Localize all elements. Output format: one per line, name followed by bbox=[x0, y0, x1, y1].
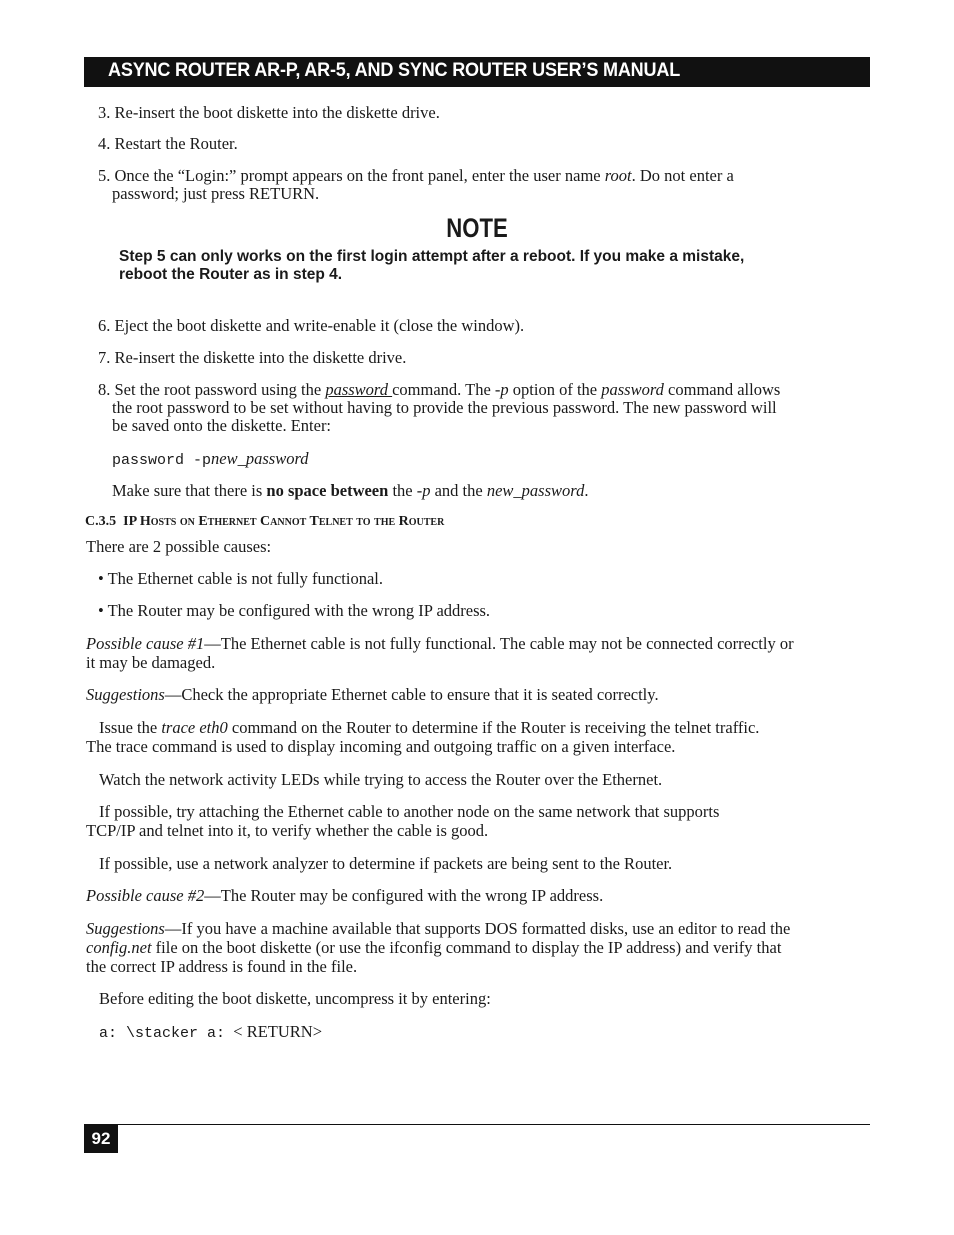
password-argument: new_password bbox=[211, 449, 309, 468]
possible-cause-1-line-1 bbox=[86, 635, 794, 653]
step-5-root: root bbox=[604, 166, 632, 185]
possible-cause-2-label: Possible cause #2 bbox=[86, 886, 205, 905]
possible-cause-1-line-2: it may be damaged. bbox=[86, 653, 216, 672]
section-number: C.3.5 bbox=[85, 514, 117, 529]
possible-cause-2 bbox=[86, 887, 603, 905]
no-space-note bbox=[112, 482, 588, 500]
step-8-option: -p bbox=[494, 380, 509, 399]
note-line-2: reboot the Router as in step 4. bbox=[119, 266, 343, 283]
step-8-line-2: the root password to be set without having to provide the previous password. The new password will bbox=[112, 398, 777, 417]
step-5-line-2: password; just press RETURN. bbox=[112, 184, 320, 203]
suggestions-2-label: Suggestions bbox=[86, 919, 165, 938]
issue-trace-line-2: The trace command is used to display incoming and outgoing traffic on a given interface. bbox=[86, 737, 676, 756]
possible-cause-1-text: —The Ethernet cable is not fully functional. The cable may not be connected correctly or bbox=[204, 634, 794, 653]
return-key: < RETURN> bbox=[233, 1022, 323, 1041]
suggestions-1-label: Suggestions bbox=[86, 685, 165, 704]
bullet-item-1: • The Ethernet cable is not fully functional. bbox=[98, 569, 383, 588]
no-space-argument: new_password bbox=[486, 481, 585, 500]
before-editing: Before editing the boot diskette, uncompress it by entering: bbox=[99, 989, 491, 1008]
page-header-title: ASYNC ROUTER AR-P, AR-5, AND SYNC ROUTER USER’S MANUAL bbox=[108, 60, 681, 81]
possible-cause-2-text: —The Router may be configured with the wrong IP address. bbox=[204, 886, 604, 905]
issue-text-b: command on the Router to determine if the Router is receiving the telnet traffic. bbox=[227, 718, 760, 737]
watch-leds: Watch the network activity LEDs while trying to access the Router over the Ethernet. bbox=[99, 770, 663, 789]
page-header-bar bbox=[84, 57, 870, 87]
step-3: 3. Re-insert the boot diskette into the diskette drive. bbox=[98, 103, 440, 122]
note-heading: NOTE bbox=[446, 213, 508, 243]
issue-text-a: Issue the bbox=[99, 718, 162, 737]
step-8-line-1 bbox=[98, 381, 780, 399]
step-8-text-b: command. The bbox=[392, 380, 495, 399]
suggestions-1-text: —Check the appropriate Ethernet cable to ensure that it is seated correctly. bbox=[164, 685, 659, 704]
page-number: 92 bbox=[84, 1124, 118, 1153]
step-8-text-d: command allows bbox=[663, 380, 781, 399]
if-possible-1-line-1: If possible, try attaching the Ethernet cable to another node on the same network that supports bbox=[99, 802, 720, 821]
causes-intro: There are 2 possible causes: bbox=[86, 537, 272, 556]
step-5-text-a: 5. Once the “Login:” prompt appears on the front panel, enter the user name bbox=[98, 166, 605, 185]
step-8-text-a: 8. Set the root password using the bbox=[98, 380, 326, 399]
stacker-command: a: \stacker a: bbox=[99, 1025, 226, 1042]
if-possible-1-line-2: TCP/IP and telnet into it, to verify whether the cable is good. bbox=[86, 821, 489, 840]
suggestions-2-line-2 bbox=[86, 939, 781, 957]
note-line-1: Step 5 can only works on the first login attempt after a reboot. If you make a mistake, bbox=[119, 248, 745, 265]
step-8-password-cmd-2: password bbox=[601, 380, 664, 399]
step-5-text-b: . Do not enter a bbox=[631, 166, 734, 185]
issue-trace-line-1 bbox=[99, 719, 759, 737]
note-body bbox=[119, 248, 744, 284]
password-command: password -p bbox=[112, 452, 212, 469]
step-8-line-3: be saved onto the diskette. Enter: bbox=[112, 416, 332, 435]
config-net-file: config.net bbox=[86, 938, 152, 957]
footer-rule bbox=[84, 1124, 870, 1125]
section-heading bbox=[85, 514, 444, 530]
step-7: 7. Re-insert the diskette into the diskette drive. bbox=[98, 348, 407, 367]
no-space-text-c: the bbox=[388, 481, 417, 500]
possible-cause-1-label: Possible cause #1 bbox=[86, 634, 205, 653]
suggestions-2-line-3: the correct IP address is found in the file. bbox=[86, 957, 358, 976]
step-6: 6. Eject the boot diskette and write-enable it (close the window). bbox=[98, 316, 525, 335]
no-space-bold: no space between bbox=[266, 481, 389, 500]
no-space-text-a: Make sure that there is bbox=[112, 481, 267, 500]
suggestions-1 bbox=[86, 686, 659, 704]
step-4: 4. Restart the Router. bbox=[98, 134, 238, 153]
no-space-text-e: and the bbox=[430, 481, 487, 500]
bullet-item-2: • The Router may be configured with the wrong IP address. bbox=[98, 601, 491, 620]
section-title: IP Hosts on Ethernet Cannot Telnet to the Router bbox=[123, 514, 445, 529]
step-8-password-cmd: password bbox=[325, 380, 393, 399]
suggestions-2-line-1 bbox=[86, 920, 790, 938]
stacker-code-line bbox=[99, 1023, 322, 1043]
password-code-line bbox=[112, 450, 309, 470]
step-8-text-c: option of the bbox=[508, 380, 602, 399]
suggestions-2-text-a: —If you have a machine available that supports DOS formatted disks, use an editor to read the bbox=[164, 919, 791, 938]
no-space-period: . bbox=[584, 481, 589, 500]
step-5-line-1 bbox=[98, 167, 734, 185]
if-possible-2: If possible, use a network analyzer to determine if packets are being sent to the Router. bbox=[99, 854, 673, 873]
issue-trace-command: trace eth0 bbox=[161, 718, 228, 737]
no-space-option: -p bbox=[416, 481, 431, 500]
suggestions-2-text-b: file on the boot diskette (or use the ifconfig command to display the IP address) and verify that bbox=[151, 938, 782, 957]
